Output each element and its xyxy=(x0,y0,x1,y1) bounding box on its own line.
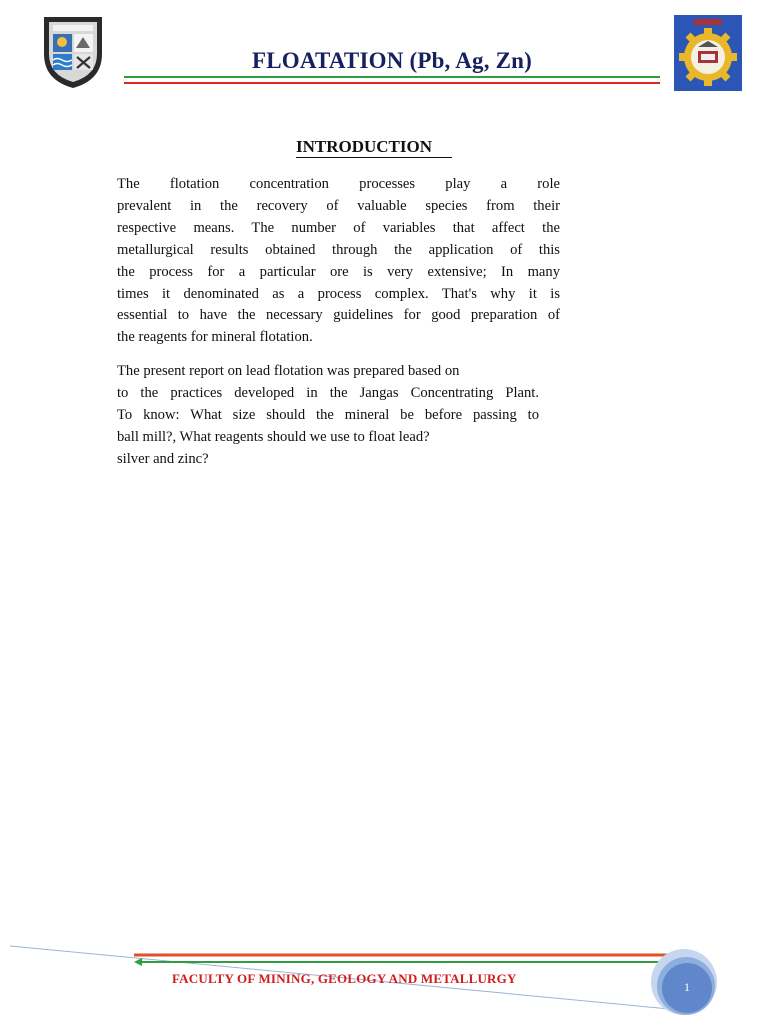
introduction-paragraph-2 xyxy=(117,361,539,471)
document-title: FLOATATION (Pb, Ag, Zn) xyxy=(252,48,532,73)
paragraph-line: silver and zinc? xyxy=(117,450,209,467)
paragraph-line: metallurgical results obtained through the application of this xyxy=(117,241,560,258)
paragraph-line: times it denominated as a process complex. That's why it is xyxy=(117,285,560,302)
paragraph-line: The flotation concentration processes play a role xyxy=(117,176,560,192)
paragraph-line: prevalent in the recovery of valuable species from their xyxy=(117,197,560,214)
paragraph-line: the reagents for mineral flotation. xyxy=(117,329,313,346)
section-heading: INTRODUCTION xyxy=(296,137,452,158)
header-rule-green xyxy=(124,76,660,78)
paragraph-line: the process for a particular ore is very extensive; In many xyxy=(117,263,560,280)
page-number-badge: 1 xyxy=(684,980,690,994)
introduction-paragraph-1 xyxy=(117,174,560,349)
paragraph-line: respective means. The number of variables that affect the xyxy=(117,219,560,236)
paragraph-line: ball mill?, What reagents should we use to float lead? xyxy=(117,428,430,445)
paragraph-line: essential to have the necessary guidelines for good preparation of xyxy=(117,307,560,324)
faculty-gear-logo xyxy=(674,15,742,91)
paragraph-line: The present report on lead flotation was prepared based on xyxy=(117,363,460,379)
footer-faculty-name: FACULTY OF MINING, GEOLOGY AND METALLURGY xyxy=(172,971,517,986)
paragraph-line: To know: What size should the mineral be before passing to xyxy=(117,406,539,423)
paragraph-line: to the practices developed in the Jangas Concentrating Plant. xyxy=(117,384,539,401)
university-seal-logo xyxy=(40,14,106,90)
header-rule-red xyxy=(124,82,660,84)
